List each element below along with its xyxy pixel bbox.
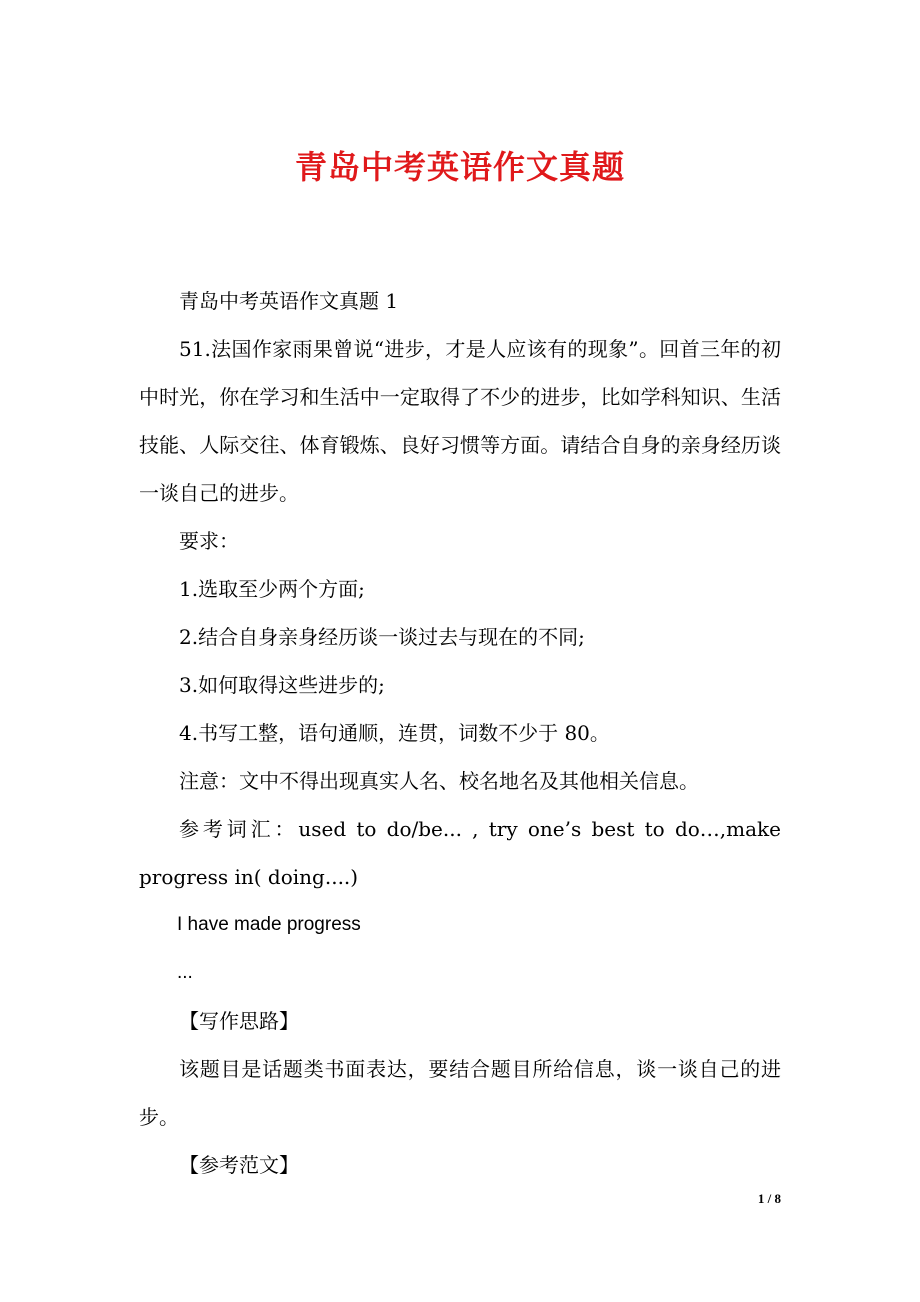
ellipsis-line: ... — [177, 962, 193, 983]
requirement-item: 1.选取至少两个方面; — [179, 577, 365, 601]
page-number: 1 / 8 — [757, 1191, 781, 1206]
prompt-paragraph: 51.法国作家雨果曾说“进步，才是人应该有的现象”。回首三年的初中时光，你在学习和生活中一定取得了不少的进步，比如学科知识、生活技能、人际交往、体育锻炼、良好习惯等方面。请结合自身的亲身经历谈一谈自己的进步。 — [139, 337, 781, 505]
section-heading: 青岛中考英语作文真题 1 — [179, 289, 399, 313]
requirement-item: 3.如何取得这些进步的; — [179, 673, 385, 697]
writing-ideas-paragraph: 该题目是话题类书面表达，要结合题目所给信息，谈一谈自己的进步。 — [139, 1057, 781, 1129]
note-paragraph: 注意：文中不得出现真实人名、校名地名及其他相关信息。 — [179, 769, 699, 793]
writing-ideas-heading: 【写作思路】 — [179, 1009, 299, 1033]
requirements-label: 要求： — [179, 529, 239, 553]
vocabulary-paragraph: 参考词汇：used to do/be... , try one’s best to do…,make progress in( doing....) — [139, 817, 781, 889]
document-body — [139, 277, 781, 1189]
requirement-item: 4.书写工整，语句通顺，连贯，词数不少于 80。 — [179, 721, 610, 745]
sample-essay-heading: 【参考范文】 — [179, 1153, 299, 1177]
requirement-item: 2.结合自身亲身经历谈一谈过去与现在的不同; — [179, 625, 585, 649]
essay-title-line: I have made progress — [177, 914, 361, 935]
document-title: 青岛中考英语作文真题 — [294, 148, 625, 186]
